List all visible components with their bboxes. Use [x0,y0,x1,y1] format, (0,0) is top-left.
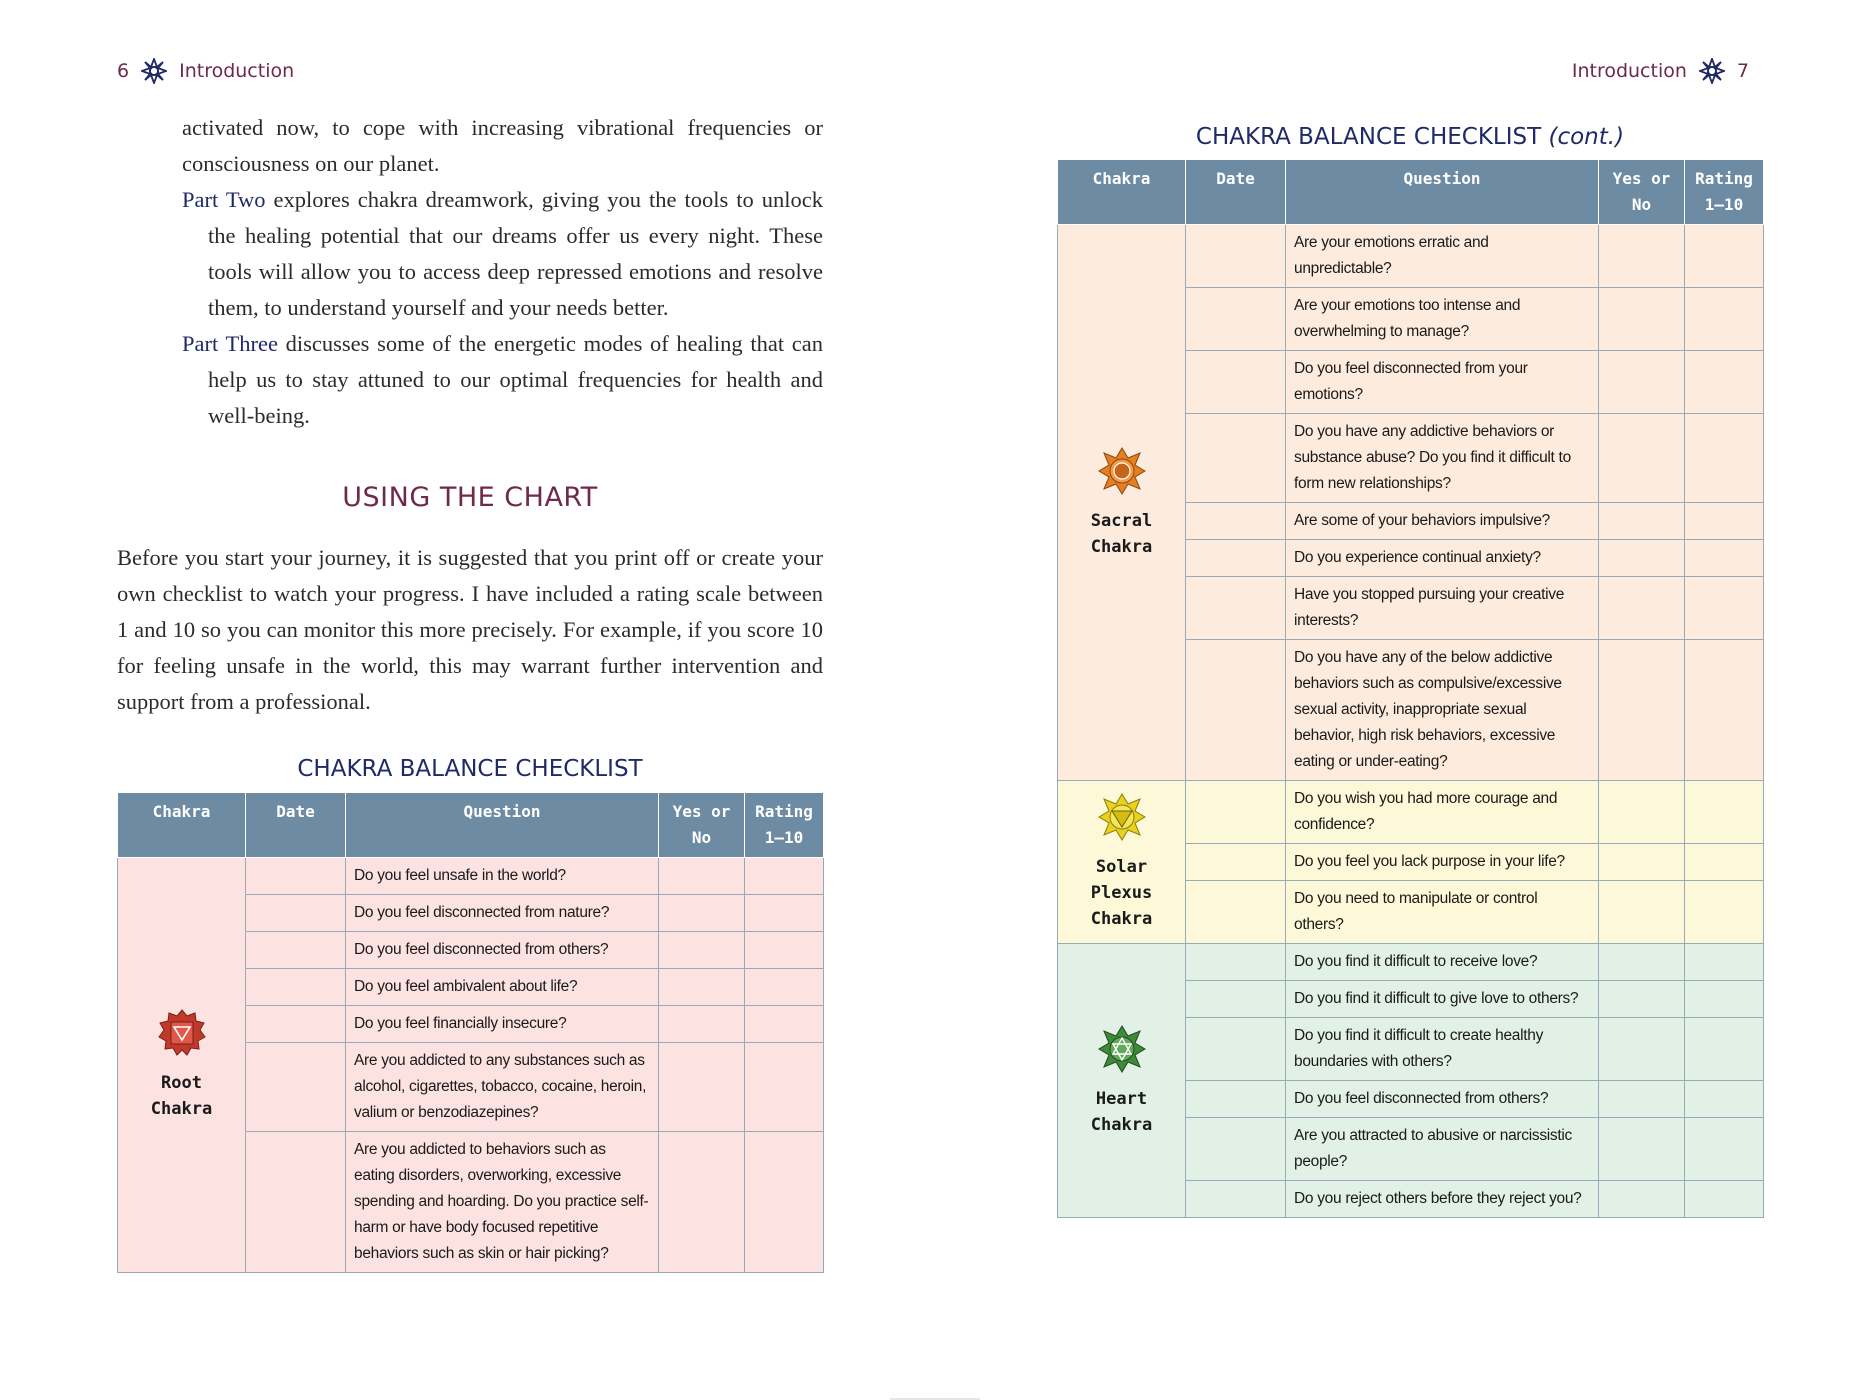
date-cell[interactable] [1186,503,1286,540]
part-two-text: explores chakra dreamwork, giving you the tools to unlock the healing potential that our dreams offer us every night. These tools will allow you to access deep repressed emotions and resolve them, to understand yourself and your needs better. [208,187,823,320]
question-cell: Are you attracted to abusive or narcissistic people? [1286,1118,1599,1181]
chakra-cell-root: Root Chakra [118,858,246,1273]
part-three-paragraph [117,326,823,434]
rating-cell[interactable] [1685,1018,1764,1081]
page-header-right [1572,58,1749,84]
date-cell[interactable] [1186,1181,1286,1218]
date-cell[interactable] [1186,414,1286,503]
question-cell: Do you feel disconnected from others? [1286,1081,1599,1118]
question-cell: Do you find it difficult to create healthy boundaries with others? [1286,1018,1599,1081]
yes-no-cell[interactable] [1599,225,1685,288]
rating-cell[interactable] [745,895,824,932]
chakra-name: Sacral [1090,510,1153,531]
question-cell: Do you have any addictive behaviors or substance abuse? Do you find it difficult to form new relationships? [1286,414,1599,503]
date-cell[interactable] [246,1043,346,1132]
date-cell[interactable] [1186,351,1286,414]
rating-cell[interactable] [745,969,824,1006]
yes-no-cell[interactable] [1599,844,1685,881]
yes-no-cell[interactable] [1599,1118,1685,1181]
question-cell: Have you stopped pursuing your creative interests? [1286,577,1599,640]
table-row [1058,944,1764,981]
rating-cell[interactable] [1685,981,1764,1018]
date-cell[interactable] [246,969,346,1006]
yes-no-cell[interactable] [1599,781,1685,844]
rating-cell[interactable] [1685,944,1764,981]
yes-no-cell[interactable] [1599,1181,1685,1218]
table-header-row [118,793,824,858]
date-cell[interactable] [246,1132,346,1273]
rating-cell[interactable] [1685,288,1764,351]
part-three-text: discusses some of the energetic modes of healing that can help us to stay attuned to our optimal frequencies for health and well-being. [208,331,823,428]
question-cell: Do you feel ambivalent about life? [346,969,659,1006]
question-cell: Are your emotions too intense and overwhelming to manage? [1286,288,1599,351]
rating-cell[interactable] [745,1006,824,1043]
yes-no-cell[interactable] [1599,288,1685,351]
yes-no-cell[interactable] [1599,881,1685,944]
column-rating: Rating 1–10 [1685,160,1764,225]
table-title-right: CHAKRA BALANCE CHECKLIST (cont.) [1195,124,1625,150]
rating-cell[interactable] [1685,351,1764,414]
column-date: Date [1186,160,1286,225]
yes-no-cell[interactable] [659,1043,745,1132]
question-cell: Are you addicted to any substances such as alcohol, cigarettes, tobacco, cocaine, heroin, valium or benzodiazepines? [346,1043,659,1132]
yes-no-cell[interactable] [1599,503,1685,540]
date-cell[interactable] [246,1006,346,1043]
table-row [118,858,824,895]
rating-cell[interactable] [1685,1118,1764,1181]
table-title-left: CHAKRA BALANCE CHECKLIST [297,756,643,782]
column-yes-no: Yes or No [1599,160,1685,225]
date-cell[interactable] [246,932,346,969]
part-two-label: Part Two [182,187,266,212]
question-cell: Do you wish you had more courage and confidence? [1286,781,1599,844]
rating-cell[interactable] [1685,540,1764,577]
chakra-name: Solar Plexus [1090,857,1153,903]
paragraph-continuation: activated now, to cope with increasing vibrational frequencies or consciousness on our planet. [182,115,823,176]
yes-no-cell[interactable] [659,1006,745,1043]
question-cell: Do you find it difficult to receive love? [1286,944,1599,981]
rating-cell[interactable] [1685,881,1764,944]
page-number: 6 [117,60,130,82]
question-cell: Are your emotions erratic and unpredictable? [1286,225,1599,288]
rating-cell[interactable] [1685,225,1764,288]
question-cell: Do you find it difficult to give love to others? [1286,981,1599,1018]
question-cell: Do you need to manipulate or control others? [1286,881,1599,944]
column-date: Date [246,793,346,858]
date-cell[interactable] [1186,225,1286,288]
rating-cell[interactable] [1685,414,1764,503]
section-heading: USING THE CHART [342,482,598,513]
rating-cell[interactable] [1685,844,1764,881]
date-cell[interactable] [1186,1018,1286,1081]
table-row [1058,225,1764,288]
yes-no-cell[interactable] [659,932,745,969]
yes-no-cell[interactable] [1599,1081,1685,1118]
yes-no-cell[interactable] [1599,414,1685,503]
rating-cell[interactable] [745,858,824,895]
date-cell[interactable] [1186,640,1286,781]
date-cell[interactable] [1186,944,1286,981]
yes-no-cell[interactable] [1599,577,1685,640]
chakra-cell-sacral: Sacral Chakra [1058,225,1186,781]
yes-no-cell[interactable] [1599,944,1685,981]
chakra-name: Root [161,1073,202,1093]
date-cell[interactable] [246,895,346,932]
root-chakra-icon [157,1008,207,1058]
solar-plexus-chakra-icon [1097,792,1147,842]
yes-no-cell[interactable] [659,969,745,1006]
page-number: 7 [1736,60,1749,82]
column-chakra: Chakra [118,793,246,858]
question-cell: Do you feel unsafe in the world? [346,858,659,895]
body-text [117,110,823,434]
page-header-left [117,58,294,84]
rating-cell[interactable] [1685,1081,1764,1118]
date-cell[interactable] [1186,288,1286,351]
question-cell: Do you feel you lack purpose in your life? [1286,844,1599,881]
rating-cell[interactable] [1685,577,1764,640]
date-cell[interactable] [1186,781,1286,844]
rating-cell[interactable] [1685,781,1764,844]
question-cell: Do you experience continual anxiety? [1286,540,1599,577]
yes-no-cell[interactable] [1599,351,1685,414]
date-cell[interactable] [1186,577,1286,640]
question-cell: Do you feel financially insecure? [346,1006,659,1043]
sacral-chakra-icon [1097,446,1147,496]
rating-cell[interactable] [1685,503,1764,540]
date-cell[interactable] [1186,1118,1286,1181]
question-cell: Do you feel disconnected from your emotions? [1286,351,1599,414]
date-cell[interactable] [1186,981,1286,1018]
question-cell: Do you feel disconnected from nature? [346,895,659,932]
column-question: Question [346,793,659,858]
rating-cell[interactable] [745,1132,824,1273]
chakra-cell-solar-plexus: Solar Plexus Chakra [1058,781,1186,944]
yes-no-cell[interactable] [1599,640,1685,781]
question-cell: Do you reject others before they reject you? [1286,1181,1599,1218]
date-cell[interactable] [246,858,346,895]
table-header-row [1058,160,1764,225]
rating-cell[interactable] [745,1043,824,1132]
column-rating: Rating 1–10 [745,793,824,858]
yes-no-cell[interactable] [659,895,745,932]
checklist-table-right [1057,159,1764,1218]
table-row [1058,781,1764,844]
lotus-icon [141,58,167,84]
yes-no-cell[interactable] [1599,1018,1685,1081]
date-cell[interactable] [1186,1081,1286,1118]
column-question: Question [1286,160,1599,225]
column-chakra: Chakra [1058,160,1186,225]
question-cell: Are some of your behaviors impulsive? [1286,503,1599,540]
question-cell: Are you addicted to behaviors such as eating disorders, overworking, excessive spending and hoarding. Do you practice self-harm or have body focused repetitive behaviors such as skin or hair picking? [346,1132,659,1273]
chakra-name: Heart [1095,1088,1148,1109]
section-name: Introduction [1571,60,1687,82]
date-cell[interactable] [1186,540,1286,577]
heart-chakra-icon [1097,1024,1147,1074]
yes-no-cell[interactable] [1599,981,1685,1018]
date-cell[interactable] [1186,881,1286,944]
column-yes-no: Yes or No [659,793,745,858]
chakra-cell-heart: Heart Chakra [1058,944,1186,1218]
checklist-table-left [117,792,824,1273]
rating-cell[interactable] [745,932,824,969]
rating-cell[interactable] [1685,640,1764,781]
yes-no-cell[interactable] [659,858,745,895]
question-cell: Do you have any of the below addictive behaviors such as compulsive/excessive sexual activity, inappropriate sexual behavior, high risk behaviors, excessive eating or under-eating? [1286,640,1599,781]
date-cell[interactable] [1186,844,1286,881]
part-three-label: Part Three [182,331,278,356]
question-cell: Do you feel disconnected from others? [346,932,659,969]
lotus-icon [1699,58,1725,84]
yes-no-cell[interactable] [1599,540,1685,577]
rating-cell[interactable] [1685,1181,1764,1218]
intro-paragraph: Before you start your journey, it is suggested that you print off or create your own checklist to watch your progress. I have included a rating scale between 1 and 10 so you can monitor this more precisely. For example, if you score 10 for feeling unsafe in the world, this may warrant further intervention and support from a professional. [117,545,823,714]
section-name: Introduction [179,60,295,82]
part-two-paragraph [117,182,823,326]
yes-no-cell[interactable] [659,1132,745,1273]
